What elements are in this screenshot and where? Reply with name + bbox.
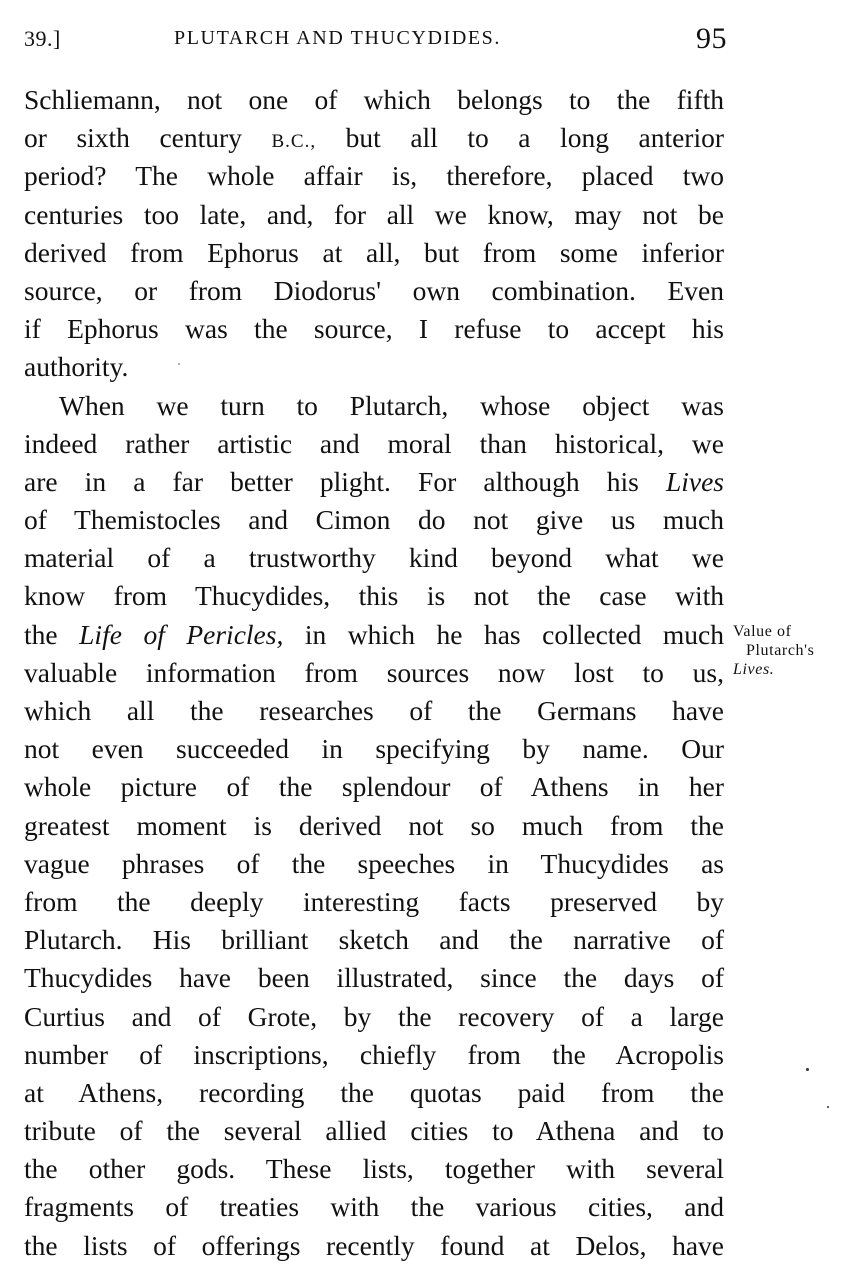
text-line: valuable information from sources now lost to us, [24, 656, 724, 688]
text-line: authority. [24, 351, 129, 383]
text-line: of Themistocles and Cimon do not give us much [24, 504, 724, 536]
text-line: Schliemann, not one of which belongs to the fifth [24, 84, 724, 115]
text-line: source, or from Diodorus' own combination. Even [24, 274, 724, 306]
text-line: material of a trustworthy kind beyond what we [24, 542, 724, 574]
text-line: period? The whole affair is, therefore, placed two [24, 160, 724, 192]
running-title: PLUTARCH AND THUCYDIDES. [174, 27, 502, 49]
marginal-note-line: Value of [733, 623, 792, 640]
marginal-note-line: Lives. [733, 661, 775, 678]
text-line: tribute of the several allied cities to Athena and to [24, 1115, 724, 1147]
page-number: 95 [696, 22, 727, 55]
marginal-note-line: Plutarch's [746, 642, 815, 659]
text-line: know from Thucydides, this is not the case with [24, 580, 724, 612]
text-run: are in a far better plight. For although his [24, 465, 639, 497]
text-line: the lists of offerings recently found at Delos, have [24, 1229, 724, 1261]
text-run: or sixth century [24, 122, 242, 154]
text-line: not even succeeded in specifying by name. Our [24, 733, 724, 765]
text-line: number of inscriptions, chiefly from the Acropolis [24, 1038, 724, 1070]
print-speck [827, 1106, 829, 1108]
text-line: vague phrases of the speeches in Thucydides as [24, 847, 724, 879]
print-speck [806, 1068, 809, 1071]
italic-title: Life of Pericles, [79, 618, 284, 650]
paragraph-start-line: When we turn to Plutarch, whose object was [59, 389, 724, 421]
text-line: Plutarch. His brilliant sketch and the narrative of [24, 924, 724, 956]
body-text [24, 81, 724, 1265]
chapter-marker: 39.] [24, 26, 61, 51]
italic-title: Lives [665, 465, 724, 497]
text-run: the [24, 618, 58, 650]
text-line: greatest moment is derived not so much from the [24, 809, 724, 841]
text-run: but all to a long anterior [345, 122, 725, 154]
text-line: centuries too late, and, for all we know, may not be [24, 198, 724, 230]
text-line: from the deeply interesting facts preserved by [24, 885, 724, 917]
text-line: fragments of treaties with the various cities, and [24, 1191, 724, 1223]
marginal-note [733, 622, 848, 679]
text-line: Curtius and of Grote, by the recovery of a large [24, 1000, 724, 1032]
small-caps-era: B.C., [271, 131, 317, 153]
text-line: the other gods. These lists, together with several [24, 1153, 724, 1185]
text-line: whole picture of the splendour of Athens in her [24, 771, 724, 803]
text-line: indeed rather artistic and moral than historical, we [24, 427, 724, 459]
print-speck [178, 363, 180, 365]
text-line: derived from Ephorus at all, but from some inferior [24, 236, 724, 268]
text-line [24, 463, 724, 501]
text-run: in which he has collected much [304, 618, 725, 650]
text-line: Thucydides have been illustrated, since the days of [24, 962, 724, 994]
text-line: which all the researches of the Germans have [24, 695, 724, 726]
text-line: at Athens, recording the quotas paid from the [24, 1076, 724, 1108]
text-line [24, 119, 724, 157]
running-head [24, 22, 727, 58]
text-line [24, 616, 724, 654]
text-line: if Ephorus was the source, I refuse to accept his [24, 313, 724, 345]
